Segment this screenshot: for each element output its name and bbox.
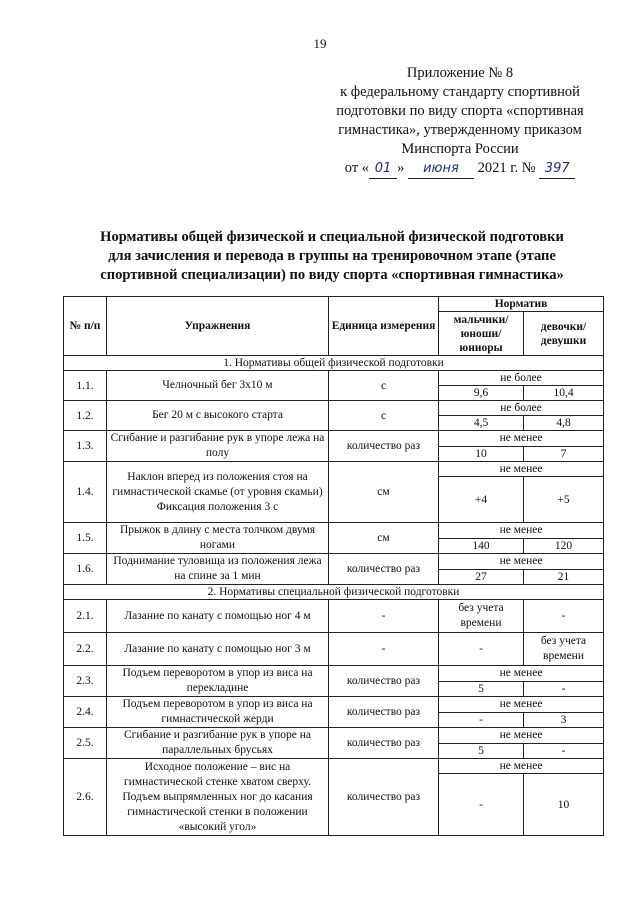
row-boys-value: +4 bbox=[439, 477, 524, 523]
row-unit: количество раз bbox=[329, 697, 439, 728]
row-num: 1.4. bbox=[64, 462, 107, 523]
header-exercise: Упражнения bbox=[107, 297, 329, 356]
row-condition: не менее bbox=[439, 554, 604, 570]
table-row bbox=[64, 666, 604, 682]
appendix-number: Приложение № 8 bbox=[406, 65, 514, 81]
row-num: 1.3. bbox=[64, 431, 107, 462]
row-boys-value: без учета времени bbox=[439, 600, 524, 633]
row-unit: количество раз bbox=[329, 759, 439, 836]
row-unit: количество раз bbox=[329, 554, 439, 585]
row-num: 1.2. bbox=[64, 401, 107, 431]
row-girls-value: 4,8 bbox=[524, 416, 604, 431]
row-unit: см bbox=[329, 462, 439, 523]
row-girls-value: - bbox=[524, 681, 604, 697]
row-exercise: Подъем переворотом в упор из виса на гимнастической жерди bbox=[107, 697, 329, 728]
section-row bbox=[64, 585, 604, 600]
table-row bbox=[64, 431, 604, 447]
appendix-line: подготовки по виду спорта «спортивная bbox=[336, 103, 584, 119]
appendix-block bbox=[318, 64, 602, 179]
row-girls-value: без учета времени bbox=[524, 633, 604, 666]
row-boys-value: 5 bbox=[439, 681, 524, 697]
row-boys-value: - bbox=[439, 774, 524, 836]
row-girls-value: - bbox=[524, 600, 604, 633]
order-date-line bbox=[318, 159, 602, 179]
row-condition: не менее bbox=[439, 666, 604, 682]
row-exercise: Поднимание туловища из положения лежа на спине за 1 мин bbox=[107, 554, 329, 585]
row-boys-value: 5 bbox=[439, 743, 524, 759]
table-row bbox=[64, 633, 604, 666]
header-girls: девочки/ девушки bbox=[524, 312, 604, 356]
appendix-line: гимнастика», утвержденному приказом bbox=[338, 122, 582, 138]
page-number: 19 bbox=[313, 36, 327, 51]
row-unit: количество раз bbox=[329, 728, 439, 759]
handwritten-day: 01 bbox=[369, 159, 397, 179]
row-condition: не более bbox=[439, 371, 604, 386]
row-unit: с bbox=[329, 371, 439, 401]
section-row bbox=[64, 356, 604, 371]
row-num: 1.5. bbox=[64, 523, 107, 554]
header-boys: мальчики/ юноши/ юниоры bbox=[439, 312, 524, 356]
row-exercise: Челночный бег 3х10 м bbox=[107, 371, 329, 401]
appendix-ministry: Минспорта России bbox=[401, 141, 519, 157]
row-condition: не более bbox=[439, 401, 604, 416]
row-unit: с bbox=[329, 401, 439, 431]
date-year: 2021 г. № bbox=[477, 160, 536, 176]
row-num: 2.4. bbox=[64, 697, 107, 728]
row-num: 1.1. bbox=[64, 371, 107, 401]
row-num: 2.5. bbox=[64, 728, 107, 759]
row-unit: - bbox=[329, 600, 439, 633]
row-exercise: Лазание по канату с помощью ног 4 м bbox=[107, 600, 329, 633]
table-row bbox=[64, 600, 604, 633]
table-row bbox=[64, 759, 604, 774]
row-girls-value: +5 bbox=[524, 477, 604, 523]
header-norm: Норматив bbox=[439, 297, 604, 312]
row-exercise: Лазание по канату с помощью ног 3 м bbox=[107, 633, 329, 666]
title-line: для зачисления и перевода в группы на тренировочном этапе (этапе bbox=[108, 248, 556, 264]
section-title: 1. Нормативы общей физической подготовки bbox=[64, 356, 604, 371]
norms-table bbox=[63, 296, 604, 836]
row-girls-value: 10,4 bbox=[524, 386, 604, 401]
table-row bbox=[64, 554, 604, 570]
header-unit: Единица измерения bbox=[329, 297, 439, 356]
handwritten-order-number: 397 bbox=[539, 159, 575, 179]
row-condition: не менее bbox=[439, 728, 604, 744]
document-title bbox=[70, 228, 594, 285]
appendix-line: к федеральному стандарту спортивной bbox=[340, 84, 580, 100]
row-condition: не менее bbox=[439, 697, 604, 713]
table-row bbox=[64, 697, 604, 713]
row-girls-value: - bbox=[524, 743, 604, 759]
title-line: Нормативы общей физической и специальной физической подготовки bbox=[100, 229, 564, 245]
row-exercise: Бег 20 м с высокого старта bbox=[107, 401, 329, 431]
row-unit: - bbox=[329, 633, 439, 666]
row-boys-value: - bbox=[439, 712, 524, 728]
row-condition: не менее bbox=[439, 759, 604, 774]
table-row bbox=[64, 523, 604, 539]
row-unit: количество раз bbox=[329, 431, 439, 462]
row-num: 2.3. bbox=[64, 666, 107, 697]
section-title: 2. Нормативы специальной физической подготовки bbox=[64, 585, 604, 600]
row-exercise: Сгибание и разгибание рук в упоре лежа на полу bbox=[107, 431, 329, 462]
table-header-row bbox=[64, 297, 604, 312]
row-girls-value: 120 bbox=[524, 538, 604, 554]
row-condition: не менее bbox=[439, 523, 604, 539]
row-exercise: Сгибание и разгибание рук в упоре на параллельных брусьях bbox=[107, 728, 329, 759]
row-exercise: Исходное положение – вис на гимнастической стенке хватом сверху. Подъем выпрямленных ног до касания гимнастической стенки в положении «высокий угол» bbox=[107, 759, 329, 836]
row-exercise: Прыжок в длину с места толчком двумя ногами bbox=[107, 523, 329, 554]
row-condition: не менее bbox=[439, 431, 604, 447]
row-boys-value: 9,6 bbox=[439, 386, 524, 401]
date-quote: » bbox=[397, 160, 405, 176]
title-line: спортивной специализации) по виду спорта «спортивная гимнастика» bbox=[100, 267, 564, 283]
row-girls-value: 7 bbox=[524, 446, 604, 462]
row-condition: не менее bbox=[439, 462, 604, 477]
header-num: № п/п bbox=[64, 297, 107, 356]
row-num: 1.6. bbox=[64, 554, 107, 585]
row-exercise: Подъем переворотом в упор из виса на перекладине bbox=[107, 666, 329, 697]
table-row bbox=[64, 371, 604, 386]
date-prefix: от « bbox=[344, 160, 370, 176]
row-boys-value: 140 bbox=[439, 538, 524, 554]
row-exercise: Наклон вперед из положения стоя на гимнастической скамье (от уровня скамьи) Фиксация положения 3 с bbox=[107, 462, 329, 523]
row-boys-value: 27 bbox=[439, 569, 524, 585]
row-boys-value: - bbox=[439, 633, 524, 666]
table-row bbox=[64, 728, 604, 744]
row-num: 2.1. bbox=[64, 600, 107, 633]
row-girls-value: 10 bbox=[524, 774, 604, 836]
row-num: 2.2. bbox=[64, 633, 107, 666]
handwritten-month: июня bbox=[408, 159, 474, 179]
table-row bbox=[64, 462, 604, 477]
row-girls-value: 3 bbox=[524, 712, 604, 728]
row-num: 2.6. bbox=[64, 759, 107, 836]
row-unit: см bbox=[329, 523, 439, 554]
row-boys-value: 4,5 bbox=[439, 416, 524, 431]
row-girls-value: 21 bbox=[524, 569, 604, 585]
row-boys-value: 10 bbox=[439, 446, 524, 462]
row-unit: количество раз bbox=[329, 666, 439, 697]
table-row bbox=[64, 401, 604, 416]
